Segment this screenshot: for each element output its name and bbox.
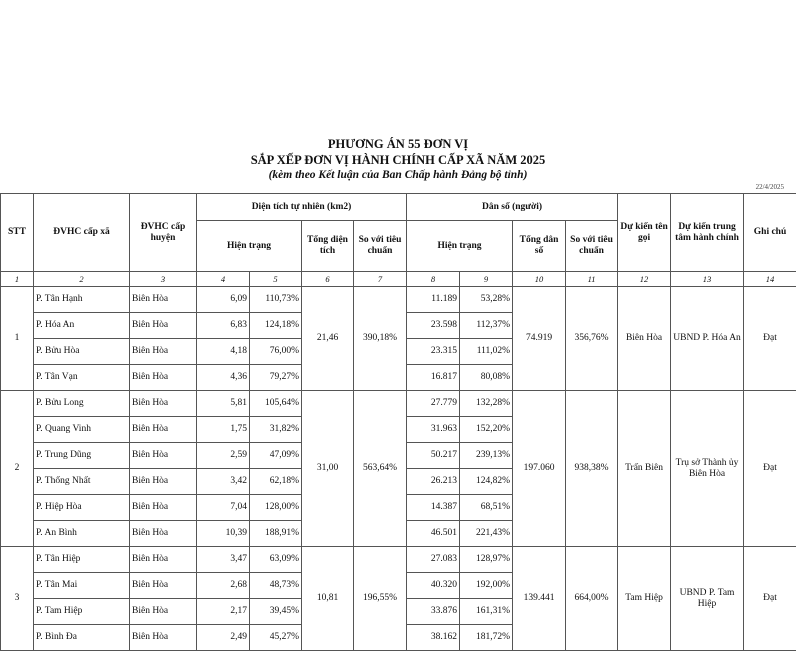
area-value-cell: 1,75 — [197, 417, 250, 443]
commune-name-cell: P. Tân Vạn — [34, 365, 130, 391]
population-percent-cell: 53,28% — [460, 287, 513, 313]
column-index-cell: 7 — [354, 272, 407, 287]
commune-name-cell: P. Trung Dũng — [34, 443, 130, 469]
proposed-name-cell: Tam Hiệp — [618, 547, 671, 651]
table-row — [1, 287, 796, 313]
population-percent-cell: 239,13% — [460, 443, 513, 469]
doc-subtitle: (kèm theo Kết luận của Ban Chấp hành Đảng bộ tỉnh) — [268, 169, 528, 181]
area-percent-cell: 128,00% — [250, 495, 302, 521]
population-percent-cell: 152,20% — [460, 417, 513, 443]
population-value-cell: 14.387 — [407, 495, 460, 521]
population-value-cell: 27.779 — [407, 391, 460, 417]
header-hien-trang-dt: Hiện trạng — [197, 221, 302, 272]
population-value-cell: 40.320 — [407, 573, 460, 599]
area-value-cell: 10,39 — [197, 521, 250, 547]
header-row-1 — [1, 194, 796, 221]
area-percent-cell: 110,73% — [250, 287, 302, 313]
commune-name-cell: P. Bửu Hòa — [34, 339, 130, 365]
column-index-cell: 9 — [460, 272, 513, 287]
district-name-cell: Biên Hòa — [130, 443, 197, 469]
note-cell: Đạt — [744, 547, 796, 651]
area-value-cell: 2,68 — [197, 573, 250, 599]
table-row — [1, 547, 796, 573]
commune-name-cell: P. Thống Nhất — [34, 469, 130, 495]
area-value-cell: 6,83 — [197, 313, 250, 339]
population-value-cell: 16.817 — [407, 365, 460, 391]
district-name-cell: Biên Hòa — [130, 469, 197, 495]
note-cell: Đạt — [744, 287, 796, 391]
area-value-cell: 6,09 — [197, 287, 250, 313]
population-percent-cell: 112,37% — [460, 313, 513, 339]
district-name-cell: Biên Hòa — [130, 495, 197, 521]
header-tong-dan-so: Tổng dân số — [513, 221, 566, 272]
commune-name-cell: P. Bửu Long — [34, 391, 130, 417]
population-percent-cell: 132,28% — [460, 391, 513, 417]
commune-name-cell: P. Tân Mai — [34, 573, 130, 599]
population-percent-cell: 68,51% — [460, 495, 513, 521]
area-value-cell: 4,18 — [197, 339, 250, 365]
column-index-cell: 4 — [197, 272, 250, 287]
doc-title-line1: PHƯƠNG ÁN 55 ĐƠN VỊ — [327, 137, 469, 151]
population-vs-standard-cell: 938,38% — [566, 391, 618, 547]
column-index-cell: 6 — [302, 272, 354, 287]
commune-name-cell: P. Tân Hạnh — [34, 287, 130, 313]
district-name-cell: Biên Hòa — [130, 625, 197, 651]
total-area-cell: 10,81 — [302, 547, 354, 651]
area-vs-standard-cell: 196,55% — [354, 547, 407, 651]
district-name-cell: Biên Hòa — [130, 417, 197, 443]
commune-name-cell: P. Bình Đa — [34, 625, 130, 651]
header-dien-tich-group: Diện tích tự nhiên (km2) — [197, 194, 407, 221]
area-percent-cell: 76,00% — [250, 339, 302, 365]
population-value-cell: 31.963 — [407, 417, 460, 443]
proposed-name-cell: Biên Hòa — [618, 287, 671, 391]
total-area-cell: 31,00 — [302, 391, 354, 547]
total-population-cell: 74.919 — [513, 287, 566, 391]
stt-cell: 1 — [1, 287, 34, 391]
header-du-kien-ten: Dự kiến tên gọi — [618, 194, 671, 272]
administrative-units-table — [0, 193, 796, 651]
area-value-cell: 3,42 — [197, 469, 250, 495]
population-percent-cell: 128,97% — [460, 547, 513, 573]
population-percent-cell: 124,82% — [460, 469, 513, 495]
commune-name-cell: P. Tân Hiệp — [34, 547, 130, 573]
area-percent-cell: 62,18% — [250, 469, 302, 495]
district-name-cell: Biên Hòa — [130, 287, 197, 313]
population-value-cell: 26.213 — [407, 469, 460, 495]
column-index-cell: 14 — [744, 272, 796, 287]
population-value-cell: 11.189 — [407, 287, 460, 313]
area-percent-cell: 39,45% — [250, 599, 302, 625]
header-hien-trang-ds: Hiện trạng — [407, 221, 513, 272]
area-vs-standard-cell: 563,64% — [354, 391, 407, 547]
district-name-cell: Biên Hòa — [130, 599, 197, 625]
area-percent-cell: 79,27% — [250, 365, 302, 391]
header-so-voi-tc-ds: So với tiêu chuẩn — [566, 221, 618, 272]
admin-center-cell: UBND P. Tam Hiệp — [671, 547, 744, 651]
area-percent-cell: 48,73% — [250, 573, 302, 599]
header-tong-dien-tich: Tổng diện tích — [302, 221, 354, 272]
area-value-cell: 5,81 — [197, 391, 250, 417]
header-dvhc-huyen: ĐVHC cấp huyện — [130, 194, 197, 272]
commune-name-cell: P. Tam Hiệp — [34, 599, 130, 625]
column-index-cell: 5 — [250, 272, 302, 287]
column-index-cell: 3 — [130, 272, 197, 287]
area-value-cell: 2,17 — [197, 599, 250, 625]
area-value-cell: 7,04 — [197, 495, 250, 521]
column-index-cell: 1 — [1, 272, 34, 287]
area-value-cell: 2,49 — [197, 625, 250, 651]
district-name-cell: Biên Hòa — [130, 339, 197, 365]
total-area-cell: 21,46 — [302, 287, 354, 391]
population-percent-cell: 80,08% — [460, 365, 513, 391]
column-index-cell: 10 — [513, 272, 566, 287]
district-name-cell: Biên Hòa — [130, 313, 197, 339]
header-stt: STT — [1, 194, 34, 272]
population-value-cell: 23.315 — [407, 339, 460, 365]
area-percent-cell: 188,91% — [250, 521, 302, 547]
area-vs-standard-cell: 390,18% — [354, 287, 407, 391]
population-percent-cell: 111,02% — [460, 339, 513, 365]
district-name-cell: Biên Hòa — [130, 547, 197, 573]
proposed-name-cell: Trấn Biên — [618, 391, 671, 547]
total-population-cell: 197.060 — [513, 391, 566, 547]
area-value-cell: 4,36 — [197, 365, 250, 391]
population-percent-cell: 181,72% — [460, 625, 513, 651]
population-percent-cell: 221,43% — [460, 521, 513, 547]
population-value-cell: 27.083 — [407, 547, 460, 573]
district-name-cell: Biên Hòa — [130, 391, 197, 417]
header-du-kien-trung-tam: Dự kiến trung tâm hành chính — [671, 194, 744, 272]
population-value-cell: 23.598 — [407, 313, 460, 339]
population-percent-cell: 192,00% — [460, 573, 513, 599]
population-percent-cell: 161,31% — [460, 599, 513, 625]
column-index-row — [1, 272, 796, 287]
commune-name-cell: P. Quang Vinh — [34, 417, 130, 443]
doc-title-line2: SẮP XẾP ĐƠN VỊ HÀNH CHÍNH CẤP XÃ NĂM 2025 — [250, 153, 546, 167]
column-index-cell: 8 — [407, 272, 460, 287]
area-value-cell: 2,59 — [197, 443, 250, 469]
admin-center-cell: UBND P. Hóa An — [671, 287, 744, 391]
area-percent-cell: 63,09% — [250, 547, 302, 573]
area-percent-cell: 124,18% — [250, 313, 302, 339]
area-percent-cell: 105,64% — [250, 391, 302, 417]
stt-cell: 3 — [1, 547, 34, 651]
area-value-cell: 3,47 — [197, 547, 250, 573]
note-cell: Đạt — [744, 391, 796, 547]
area-percent-cell: 47,09% — [250, 443, 302, 469]
header-dvhc-xa: ĐVHC cấp xã — [34, 194, 130, 272]
population-value-cell: 38.162 — [407, 625, 460, 651]
column-index-cell: 13 — [671, 272, 744, 287]
district-name-cell: Biên Hòa — [130, 521, 197, 547]
header-dan-so-group: Dân số (người) — [407, 194, 618, 221]
population-vs-standard-cell: 356,76% — [566, 287, 618, 391]
population-value-cell: 50.217 — [407, 443, 460, 469]
commune-name-cell: P. Hóa An — [34, 313, 130, 339]
column-index-cell: 11 — [566, 272, 618, 287]
population-value-cell: 33.876 — [407, 599, 460, 625]
admin-center-cell: Trụ sở Thành ủy Biên Hòa — [671, 391, 744, 547]
commune-name-cell: P. An Bình — [34, 521, 130, 547]
district-name-cell: Biên Hòa — [130, 365, 197, 391]
district-name-cell: Biên Hòa — [130, 573, 197, 599]
area-percent-cell: 45,27% — [250, 625, 302, 651]
area-percent-cell: 31,82% — [250, 417, 302, 443]
population-value-cell: 46.501 — [407, 521, 460, 547]
population-vs-standard-cell: 664,00% — [566, 547, 618, 651]
total-population-cell: 139.441 — [513, 547, 566, 651]
commune-name-cell: P. Hiệp Hòa — [34, 495, 130, 521]
doc-date: 22/4/2025 — [755, 183, 784, 191]
column-index-cell: 2 — [34, 272, 130, 287]
stt-cell: 2 — [1, 391, 34, 547]
column-index-cell: 12 — [618, 272, 671, 287]
header-so-voi-tc-dt: So với tiêu chuẩn — [354, 221, 407, 272]
header-ghi-chu: Ghi chú — [744, 194, 796, 272]
table-row — [1, 391, 796, 417]
